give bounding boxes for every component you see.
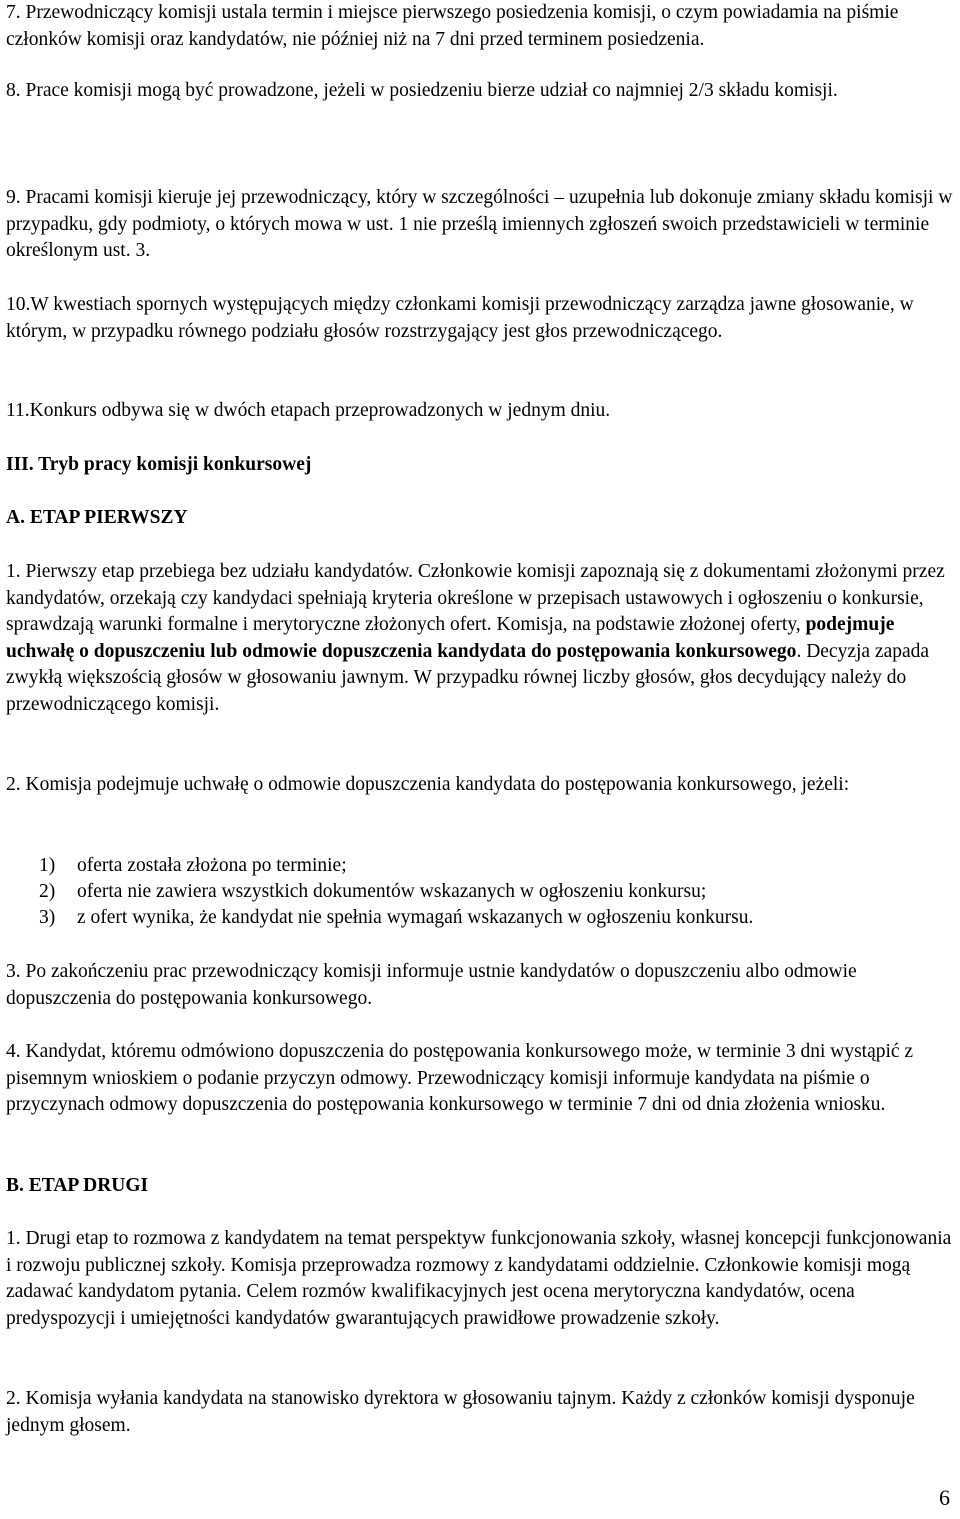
stage-a-p1-bold: podejmuje uchwałę o dopuszczeniu lub odmowie dopuszczenia kandydata do postępowania konkursowego: [6, 614, 895, 662]
stage-a-paragraph-2: 2. Komisja podejmuje uchwałę o odmowie dopuszczenia kandydata do postępowania konkursowego, jeżeli:: [6, 774, 850, 795]
paragraph-7: 7. Przewodniczący komisji ustala termin i miejsce pierwszego posiedzenia komisji, o czym powiadamia na piśmie członków komisji oraz kandydatów, nie później niż na 7 dni przed terminem posiedzenia.: [6, 2, 899, 50]
list-item: [6, 905, 956, 932]
stage-a-paragraph-1: [6, 559, 956, 718]
paragraph-9: 9. Pracami komisji kieruje jej przewodniczący, który w szczególności – uzupełnia lub dokonuje zmiany składu komisji w przypadku, gdy podmioty, o których mowa w ust. 1 nie prześlą imiennych zgłoszeń swoich przedstawicieli w terminie określonym ust. 3.: [6, 187, 953, 261]
list-item: [6, 853, 956, 880]
stage-a-heading: A. ETAP PIERWSZY: [6, 507, 188, 528]
paragraph-10: 10.W kwestiach spornych występujących między członkami komisji przewodniczący zarządza jawne głosowanie, w którym, w przypadku równego podziału głosów rozstrzygający jest głos przewodniczącego.: [6, 294, 914, 342]
list-item: [6, 879, 956, 906]
list-item-text: oferta nie zawiera wszystkich dokumentów wskazanych w ogłoszeniu konkursu;: [77, 881, 707, 902]
paragraph-11: 11.Konkurs odbywa się w dwóch etapach przeprowadzonych w jednym dniu.: [6, 400, 611, 421]
paragraph-8: 8. Prace komisji mogą być prowadzone, jeżeli w posiedzeniu bierze udział co najmniej 2/3 składu komisji.: [6, 80, 838, 101]
stage-b-paragraph-1: 1. Drugi etap to rozmowa z kandydatem na temat perspektyw funkcjonowania szkoły, własnej koncepcji funkcjonowania i rozwoju publicznej szkoły. Komisja przeprowadza rozmowy z kandydatami oddzielnie. Członkowie komisji mogą zadawać kandydatom pytania. Celem rozmów kwalifikacyjnych jest ocena merytoryczna kandydatów, ocena predyspozycji i umiejętności kandydatów gwarantujących prawidłowe prowadzenie szkoły.: [6, 1228, 952, 1329]
list-item-text: z ofert wynika, że kandydat nie spełnia wymagań wskazanych w ogłoszeniu konkursu.: [77, 907, 754, 928]
stage-b-paragraph-2: 2. Komisja wyłania kandydata na stanowisko dyrektora w głosowaniu tajnym. Każdy z członków komisji dysponuje jednym głosem.: [6, 1388, 915, 1436]
stage-a-p1-before: 1. Pierwszy etap przebiega bez udziału kandydatów. Członkowie komisji zapoznają się z dokumentami złożonymi przez kandydatów, orzekają czy kandydaci spełniają kryteria określone w przepisach ustawowych i ogłoszeniu o konkursie, sprawdzają warunki formalne i merytoryczne złożonych ofert. Komisja, na podstawie złożonej oferty,: [6, 561, 945, 635]
list-item-number: 3): [39, 907, 56, 928]
stage-b-heading: B. ETAP DRUGI: [6, 1175, 149, 1196]
list-item-text: oferta została złożona po terminie;: [77, 855, 347, 876]
page-number: 6: [939, 1485, 950, 1510]
stage-a-p1-after: . Decyzja zapada zwykłą większością głosów w głosowaniu jawnym. W przypadku równej liczby głosów, głos decydujący należy do przewodniczącego komisji.: [6, 640, 930, 715]
list-item-number: 2): [39, 881, 56, 902]
section-heading: III. Tryb pracy komisji konkursowej: [6, 454, 312, 475]
stage-a-paragraph-4: 4. Kandydat, któremu odmówiono dopuszczenia do postępowania konkursowego może, w terminie 3 dni wystąpić z pisemnym wnioskiem o podanie przyczyn odmowy. Przewodniczący komisji informuje kandydata na piśmie o przyczynach odmowy dopuszczenia do postępowania konkursowego w terminie 7 dni od dnia złożenia wniosku.: [6, 1041, 914, 1115]
stage-a-paragraph-3: 3. Po zakończeniu prac przewodniczący komisji informuje ustnie kandydatów o dopuszczeniu albo odmowie dopuszczenia do postępowania konkursowego.: [6, 961, 857, 1009]
list-item-number: 1): [39, 855, 56, 876]
